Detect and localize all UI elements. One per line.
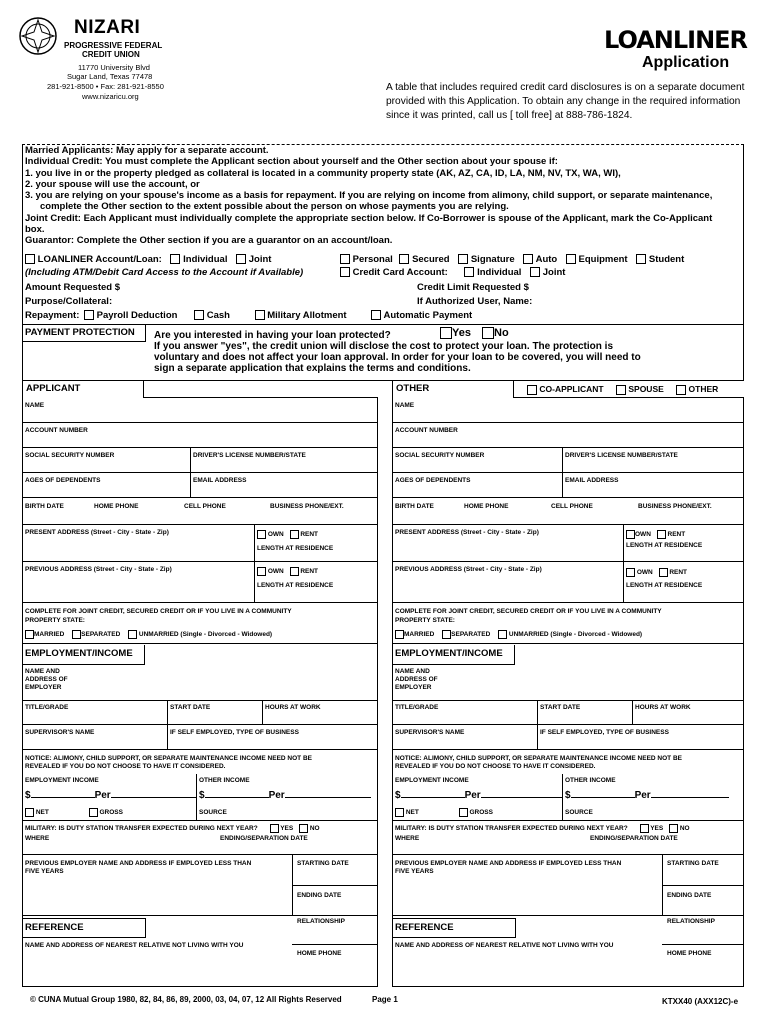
loan-individual-checkbox[interactable] — [170, 254, 180, 264]
org-subtitle-2: CREDIT UNION — [82, 50, 140, 59]
applicant-gross-checkbox[interactable] — [89, 808, 98, 817]
applicant-present-own-checkbox[interactable] — [257, 530, 266, 539]
other-employment-income-field[interactable] — [395, 790, 563, 801]
other-supervisor-label: SUPERVISOR'S NAME — [395, 729, 465, 736]
repayment-row — [25, 310, 472, 321]
other-home-phone-ref-label: HOME PHONE — [667, 950, 712, 957]
applicant-employer-label-2: ADDRESS OF — [25, 676, 68, 683]
other-net-label: NET — [405, 809, 419, 817]
personal-checkbox[interactable] — [340, 254, 350, 264]
other-net-gross — [395, 808, 493, 817]
applicant-title-grade-label: TITLE/GRADE — [25, 704, 69, 711]
brand-logo: LOANLINER — [604, 26, 748, 54]
applicant-other-dollar: $ — [199, 790, 205, 801]
other-employer-label-1: NAME AND — [395, 668, 430, 675]
applicant-account-number-label: ACCOUNT NUMBER — [25, 427, 88, 434]
other-other-per: Per — [634, 790, 651, 801]
other-employment-income-label: EMPLOYMENT INCOME — [395, 777, 469, 784]
other-present-own-checkbox[interactable] — [626, 530, 635, 539]
protection-text-2: voluntary and does not affect your loan approval. In order for your loan to be covered, you will need to — [154, 352, 641, 363]
applicant-present-rent-checkbox[interactable] — [290, 530, 299, 539]
applicant-previous-rent-label: RENT — [300, 568, 319, 576]
other-home-phone-label: HOME PHONE — [464, 503, 509, 510]
applicant-married-checkbox[interactable] — [25, 630, 34, 639]
automatic-payment-label: Automatic Payment — [383, 310, 473, 321]
applicant-employer-label — [25, 668, 68, 692]
protection-no-checkbox[interactable] — [482, 327, 494, 339]
protection-yes-checkbox[interactable] — [440, 327, 452, 339]
cc-joint-label: Joint — [542, 267, 566, 278]
other-where-label: WHERE — [395, 835, 420, 842]
org-address-1: 11770 University Blvd — [78, 63, 150, 72]
applicant-military-no-checkbox[interactable] — [299, 824, 308, 833]
other-employment-header: EMPLOYMENT/INCOME — [392, 645, 515, 665]
other-starting-date-label: STARTING DATE — [667, 860, 719, 867]
intro-line-8: box. — [25, 224, 45, 236]
applicant-ending-date-label: ENDING DATE — [297, 892, 342, 899]
other-cell-phone-label: CELL PHONE — [551, 503, 593, 510]
protection-text-3: sign a separate application that explains the terms and conditions. — [154, 363, 471, 374]
applicant-net-label: NET — [35, 809, 49, 817]
org-name: NIZARI — [74, 17, 141, 38]
applicant-marital-status — [25, 630, 272, 639]
other-email-label: EMAIL ADDRESS — [565, 477, 619, 484]
intro-line-6: complete the Other section to the extent possible about the person on whose payments you are relying. — [40, 201, 509, 213]
other-net-checkbox[interactable] — [395, 808, 404, 817]
other-type-options — [527, 384, 718, 395]
applicant-home-phone-ref-label: HOME PHONE — [297, 950, 342, 957]
applicant-present-own-rent — [257, 530, 318, 539]
protection-text — [154, 341, 641, 374]
applicant-email-label: EMAIL ADDRESS — [193, 477, 247, 484]
applicant-cell-phone-label: CELL PHONE — [184, 503, 226, 510]
other-employer-label — [395, 668, 438, 692]
other-notice-2: REVEALED IF YOU DO NOT CHOOSE TO HAVE IT CONSIDERED. — [395, 763, 596, 770]
intro-line-2: Individual Credit: You must complete the Applicant section about yourself and the Other section about your spouse if: — [25, 156, 558, 168]
other-hours-label: HOURS AT WORK — [635, 704, 691, 711]
other-nearest-relative-label: NAME AND ADDRESS OF NEAREST RELATIVE NOT LIVING WITH YOU — [395, 942, 614, 949]
student-checkbox[interactable] — [636, 254, 646, 264]
other-present-rent-checkbox[interactable] — [657, 530, 666, 539]
other-married-checkbox[interactable] — [395, 630, 404, 639]
other-previous-rent-checkbox[interactable] — [659, 568, 668, 577]
applicant-previous-rent-checkbox[interactable] — [290, 567, 299, 576]
other-military-yes-label: YES — [650, 825, 664, 833]
applicant-where-label: WHERE — [25, 835, 50, 842]
applicant-complete-joint-2: PROPERTY STATE: — [25, 617, 85, 624]
applicant-prev-employer-label — [25, 860, 251, 876]
other-previous-own-label: OWN — [636, 569, 653, 577]
protection-yes-no — [440, 327, 509, 339]
cc-individual-label: Individual — [477, 267, 522, 278]
other-previous-length-label: LENGTH AT RESIDENCE — [626, 582, 703, 589]
payroll-checkbox[interactable] — [84, 310, 94, 320]
intro-text — [25, 145, 745, 247]
other-complete-joint-2: PROPERTY STATE: — [395, 617, 455, 624]
military-allotment-checkbox[interactable] — [255, 310, 265, 320]
applicant-ages-dependents-label: AGES OF DEPENDENTS — [25, 477, 101, 484]
other-gross-checkbox[interactable] — [459, 808, 468, 817]
other-unmarried-label: UNMARRIED (Single - Divorced - Widowed) — [508, 631, 643, 639]
org-website: www.nizaricu.org — [82, 92, 139, 101]
applicant-notice — [25, 755, 375, 771]
other-gross-label: GROSS — [469, 809, 493, 817]
other-previous-address-label: PREVIOUS ADDRESS (Street - City - State - Zip) — [395, 566, 542, 573]
applicant-previous-length-label: LENGTH AT RESIDENCE — [257, 582, 334, 589]
secured-label: Secured — [412, 254, 450, 265]
disclosure-text: A table that includes required credit card disclosures is on a separate document provided with this Application. To obtain any change in the required information since it was printed, call us [ toll free] at 888-786-1824. — [386, 82, 745, 121]
other-header: OTHER — [392, 380, 514, 398]
other-present-own-rent — [626, 530, 685, 539]
equipment-label: Equipment — [578, 254, 628, 265]
applicant-present-own-label: OWN — [267, 531, 284, 539]
signature-checkbox[interactable] — [458, 254, 468, 264]
org-subtitle-1: PROGRESSIVE FEDERAL — [64, 41, 163, 50]
applicant-previous-own-rent — [257, 567, 318, 576]
copyright: © CUNA Mutual Group 1980, 82, 84, 86, 89, 2000, 03, 04, 07, 12 All Rights Reserved — [30, 995, 342, 1004]
other-type-label: OTHER — [688, 384, 719, 394]
signature-label: Signature — [470, 254, 515, 265]
protection-no-label: No — [494, 327, 509, 339]
applicant-home-phone-label: HOME PHONE — [94, 503, 139, 510]
org-address-2: Sugar Land, Texas 77478 — [67, 72, 153, 81]
other-military-label: MILITARY: IS DUTY STATION TRANSFER EXPECTED DURING NEXT YEAR? — [395, 825, 628, 833]
other-previous-own-checkbox[interactable] — [626, 568, 635, 577]
intro-line-9: Guarantor: Complete the Other section if you are a guarantor on an account/loan. — [25, 235, 393, 247]
other-ending-date-label: ENDING DATE — [667, 892, 712, 899]
applicant-prev-employer-1: PREVIOUS EMPLOYER NAME AND ADDRESS IF EMPLOYED LESS THAN — [25, 860, 252, 867]
other-drivers-license-label: DRIVER'S LICENSE NUMBER/STATE — [565, 452, 678, 459]
cash-checkbox[interactable] — [194, 310, 204, 320]
applicant-birth-date-label: BIRTH DATE — [25, 503, 64, 510]
logo-seal — [18, 16, 58, 56]
other-end-sep-date-label: ENDING/SEPARATION DATE — [590, 835, 678, 842]
other-notice-1: NOTICE: ALIMONY, CHILD SUPPORT, OR SEPARATE MAINTENANCE INCOME NEED NOT BE — [395, 755, 682, 762]
cc-joint-checkbox[interactable] — [530, 267, 540, 277]
other-prev-employer-label — [395, 860, 621, 876]
applicant-income-dollar: $ — [25, 790, 31, 801]
other-name-label: NAME — [395, 402, 415, 409]
org-phone: 281-921-8500 • Fax: 281-921-8550 — [47, 82, 164, 91]
applicant-net-checkbox[interactable] — [25, 808, 34, 817]
authorized-user-name[interactable]: If Authorized User, Name: — [417, 296, 533, 307]
secured-checkbox[interactable] — [399, 254, 409, 264]
account-loan-label: LOANLINER Account/Loan: — [37, 254, 162, 265]
other-other-income-field[interactable] — [565, 790, 729, 801]
payroll-label: Payroll Deduction — [96, 310, 178, 321]
applicant-relationship-label: RELATIONSHIP — [297, 918, 345, 925]
protection-question: Are you interested in having your loan protected? — [154, 330, 391, 341]
other-previous-own-rent — [626, 568, 687, 577]
cc-individual-checkbox[interactable] — [464, 267, 474, 277]
applicant-employment-income-label: EMPLOYMENT INCOME — [25, 777, 99, 784]
applicant-gross-label: GROSS — [99, 809, 123, 817]
other-separated-label: SEPARATED — [451, 631, 491, 639]
applicant-previous-own-label: OWN — [267, 568, 284, 576]
applicant-notice-1: NOTICE: ALIMONY, CHILD SUPPORT, OR SEPARATE MAINTENANCE INCOME NEED NOT BE — [25, 755, 312, 762]
applicant-military-no-label: NO — [309, 825, 320, 833]
spouse-checkbox[interactable] — [616, 385, 626, 395]
other-other-dollar: $ — [565, 790, 571, 801]
auto-checkbox[interactable] — [523, 254, 533, 264]
other-prev-employer-1: PREVIOUS EMPLOYER NAME AND ADDRESS IF EMPLOYED LESS THAN — [395, 860, 622, 867]
applicant-name-label: NAME — [25, 402, 45, 409]
other-relationship-label: RELATIONSHIP — [667, 918, 715, 925]
account-loan-checkbox[interactable] — [25, 254, 35, 264]
automatic-payment-checkbox[interactable] — [371, 310, 381, 320]
other-married-label: MARRIED — [404, 631, 435, 639]
other-title-grade-label: TITLE/GRADE — [395, 704, 439, 711]
applicant-separated-label: SEPARATED — [81, 631, 121, 639]
other-income-per: Per — [464, 790, 481, 801]
credit-limit-requested[interactable]: Credit Limit Requested $ — [417, 282, 529, 293]
applicant-military-yes-label: YES — [280, 825, 294, 833]
applicant-business-phone-label: BUSINESS PHONE/EXT. — [270, 503, 344, 510]
credit-card-checkbox[interactable] — [340, 267, 350, 277]
applicant-separated-checkbox[interactable] — [72, 630, 81, 639]
other-employer-label-2: ADDRESS OF — [395, 676, 438, 683]
cash-label: Cash — [206, 310, 230, 321]
applicant-header: APPLICANT — [22, 380, 144, 398]
other-marital-status — [395, 630, 642, 639]
other-employer-label-3: EMPLOYER — [395, 684, 432, 691]
auto-label: Auto — [535, 254, 558, 265]
other-military-no-checkbox[interactable] — [669, 824, 678, 833]
other-present-length-label: LENGTH AT RESIDENCE — [626, 542, 703, 549]
loan-type-row — [340, 254, 684, 265]
applicant-prev-employer-2: FIVE YEARS — [25, 868, 64, 875]
other-other-income-label: OTHER INCOME — [565, 777, 616, 784]
student-label: Student — [648, 254, 685, 265]
protection-text-1: If you answer "yes", the credit union will disclose the cost to protect your loan. The protection is — [154, 341, 614, 352]
intro-line-4: 2. your spouse will use the account, or — [25, 178, 200, 190]
loan-joint-checkbox[interactable] — [236, 254, 246, 264]
personal-label: Personal — [352, 254, 393, 265]
applicant-income-per: Per — [94, 790, 111, 801]
applicant-previous-own-checkbox[interactable] — [257, 567, 266, 576]
other-income-dollar: $ — [395, 790, 401, 801]
applicant-military-label: MILITARY: IS DUTY STATION TRANSFER EXPECTED DURING NEXT YEAR? — [25, 825, 258, 833]
other-reference-header: REFERENCE — [392, 918, 516, 938]
other-start-date-label: START DATE — [540, 704, 581, 711]
other-self-employed-label: IF SELF EMPLOYED, TYPE OF BUSINESS — [540, 729, 669, 736]
other-present-address-label: PRESENT ADDRESS (Street - City - State - Zip) — [395, 529, 539, 536]
intro-line-1: Married Applicants: May apply for a separate account. — [25, 145, 269, 156]
other-military-question — [395, 824, 690, 833]
other-type-checkbox[interactable] — [676, 385, 686, 395]
other-source-label: SOURCE — [565, 809, 593, 816]
other-notice — [395, 755, 743, 771]
document-title: Application — [642, 54, 730, 71]
applicant-present-address-label: PRESENT ADDRESS (Street - City - State - Zip) — [25, 529, 169, 536]
applicant-starting-date-label: STARTING DATE — [297, 860, 349, 867]
applicant-other-income-label: OTHER INCOME — [199, 777, 250, 784]
loan-individual-label: Individual — [183, 254, 228, 265]
amount-requested[interactable]: Amount Requested $ — [25, 282, 121, 293]
other-present-own-label: OWN — [635, 531, 651, 539]
applicant-drivers-license-label: DRIVER'S LICENSE NUMBER/STATE — [193, 452, 306, 459]
applicant-nearest-relative-label: NAME AND ADDRESS OF NEAREST RELATIVE NOT LIVING WITH YOU — [25, 942, 244, 949]
applicant-military-yes-checkbox[interactable] — [270, 824, 279, 833]
page-number: Page 1 — [372, 995, 398, 1004]
applicant-present-length-label: LENGTH AT RESIDENCE — [257, 545, 334, 552]
loan-joint-label: Joint — [248, 254, 272, 265]
loan-row-1 — [25, 254, 271, 265]
co-applicant-checkbox[interactable] — [527, 385, 537, 395]
equipment-checkbox[interactable] — [566, 254, 576, 264]
other-previous-rent-label: RENT — [669, 569, 688, 577]
co-applicant-label: CO-APPLICANT — [539, 384, 604, 394]
protection-yes-label: Yes — [452, 327, 471, 339]
intro-line-5: 3. you are relying on your spouse's income as a basis for repayment. If you are relying on income from alimony, child support, or separate maintenance, — [25, 190, 713, 202]
other-business-phone-label: BUSINESS PHONE/EXT. — [638, 503, 712, 510]
applicant-notice-2: REVEALED IF YOU DO NOT CHOOSE TO HAVE IT CONSIDERED. — [25, 763, 226, 770]
applicant-end-sep-date-label: ENDING/SEPARATION DATE — [220, 835, 308, 842]
applicant-other-income-field[interactable] — [199, 790, 371, 801]
applicant-military-question — [25, 824, 320, 833]
repayment-label: Repayment: — [25, 310, 80, 321]
intro-line-3: 1. you live in or the property pledged as collateral is located in a community property state (AK, AZ, CA, ID, LA, NM, NV, TX, WA, WI), — [25, 167, 621, 179]
applicant-employment-income-field[interactable] — [25, 790, 197, 801]
other-present-rent-label: RENT — [667, 531, 686, 539]
applicant-source-label: SOURCE — [199, 809, 227, 816]
credit-card-label: Credit Card Account: — [352, 267, 448, 278]
other-complete-joint-1: COMPLETE FOR JOINT CREDIT, SECURED CREDIT OR IF YOU LIVE IN A COMMUNITY — [395, 608, 662, 615]
applicant-hours-label: HOURS AT WORK — [265, 704, 321, 711]
applicant-net-gross — [25, 808, 123, 817]
applicant-supervisor-label: SUPERVISOR'S NAME — [25, 729, 95, 736]
intro-line-7: Joint Credit: Each Applicant must individually complete the appropriate section below. If Co-Borrower is spouse of the Applicant, mark the Co-Applicant — [25, 212, 713, 224]
atm-note: (Including ATM/Debit Card Access to the Account if Available) — [25, 267, 304, 278]
other-prev-employer-2: FIVE YEARS — [395, 868, 434, 875]
applicant-employer-label-1: NAME AND — [25, 668, 60, 675]
other-ages-dependents-label: AGES OF DEPENDENTS — [395, 477, 471, 484]
applicant-unmarried-checkbox[interactable] — [128, 630, 137, 639]
applicant-unmarried-label: UNMARRIED (Single - Divorced - Widowed) — [138, 631, 273, 639]
applicant-start-date-label: START DATE — [170, 704, 211, 711]
military-allotment-label: Military Allotment — [267, 310, 347, 321]
purpose-collateral[interactable]: Purpose/Collateral: — [25, 296, 113, 307]
other-military-no-label: NO — [679, 825, 690, 833]
applicant-self-employed-label: IF SELF EMPLOYED, TYPE OF BUSINESS — [170, 729, 299, 736]
applicant-previous-address-label: PREVIOUS ADDRESS (Street - City - State - Zip) — [25, 566, 172, 573]
applicant-married-label: MARRIED — [34, 631, 65, 639]
applicant-ssn-label: SOCIAL SECURITY NUMBER — [25, 452, 115, 459]
applicant-complete-joint-1: COMPLETE FOR JOINT CREDIT, SECURED CREDIT OR IF YOU LIVE IN A COMMUNITY — [25, 608, 292, 615]
applicant-employment-header: EMPLOYMENT/INCOME — [22, 645, 145, 665]
applicant-present-rent-label: RENT — [300, 531, 319, 539]
other-account-number-label: ACCOUNT NUMBER — [395, 427, 458, 434]
applicant-employer-label-3: EMPLOYER — [25, 684, 62, 691]
applicant-other-per: Per — [268, 790, 285, 801]
other-unmarried-checkbox[interactable] — [498, 630, 507, 639]
applicant-reference-header: REFERENCE — [22, 918, 146, 938]
form-code: KTXX40 (AXX12C)-e — [662, 997, 739, 1006]
other-ssn-label: SOCIAL SECURITY NUMBER — [395, 452, 485, 459]
payment-protection-label: PAYMENT PROTECTION — [22, 324, 146, 342]
other-military-yes-checkbox[interactable] — [640, 824, 649, 833]
other-birth-date-label: BIRTH DATE — [395, 503, 434, 510]
spouse-label: SPOUSE — [628, 384, 664, 394]
other-separated-checkbox[interactable] — [442, 630, 451, 639]
credit-card-row — [340, 267, 565, 278]
